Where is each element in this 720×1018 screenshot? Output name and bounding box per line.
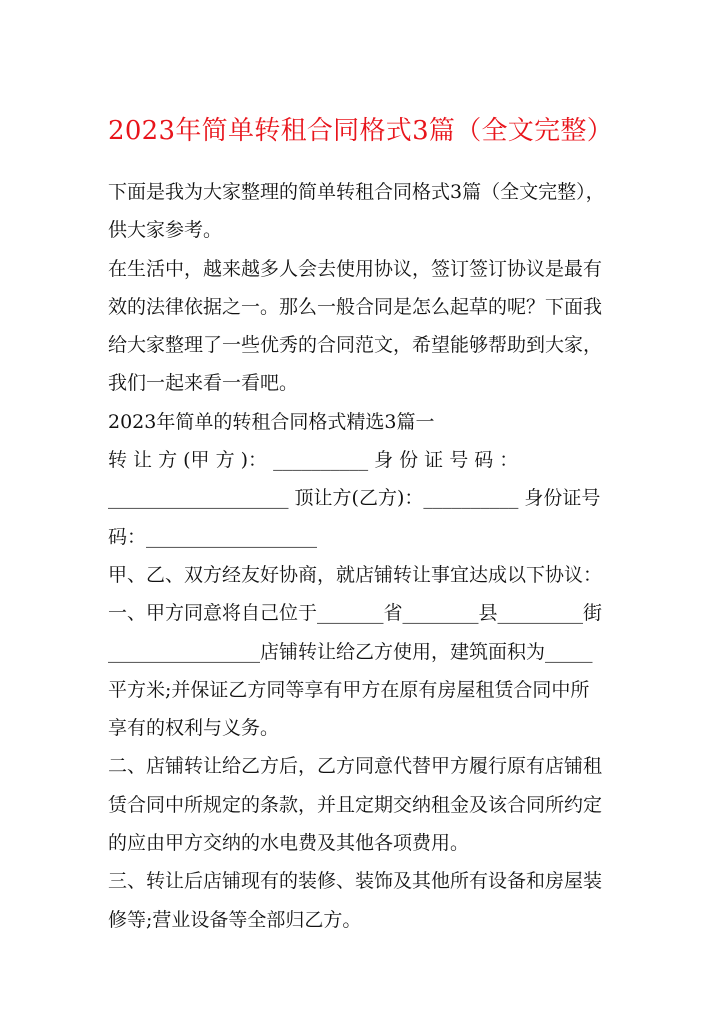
clause-line: 修等;营业设备等全部归乙方。 — [108, 908, 362, 931]
form-field-line: 转 让 方 (甲 方 )： __________ 身 份 证 号 码 ： — [108, 449, 519, 472]
paragraph-line: 效的法律依据之一。那么一般合同是怎么起草的呢？下面我 — [108, 295, 603, 318]
section-heading: 2023年简单的转租合同格式精选3篇一 — [108, 410, 435, 433]
document-body — [108, 173, 614, 939]
clause-line: ________________店铺转让给乙方使用，建筑面积为_____ — [108, 640, 593, 663]
clause-line: 赁合同中所规定的条款，并且定期交纳租金及该合同所约定 — [108, 793, 603, 816]
paragraph-line: 供大家参考。 — [108, 219, 223, 242]
clause-line: 三、转让后店铺现有的装修、装饰及其他所有设备和房屋装 — [108, 870, 603, 893]
clause-line: 享有的权利与义务。 — [108, 717, 280, 740]
paragraph-line: 给大家整理了一些优秀的合同范文，希望能够帮助到大家， — [108, 334, 603, 357]
clause-line: 一、甲方同意将自己位于_______省________县_________街 — [108, 602, 603, 625]
document-title: 2023年简单转租合同格式3篇（全文完整） — [108, 116, 614, 146]
paragraph-line: 我们一起来看一看吧。 — [108, 372, 299, 395]
paragraph-line: 甲、乙、双方经友好协商，就店铺转让事宜达成以下协议： — [108, 563, 603, 586]
paragraph-line: 在生活中，越来越多人会去使用协议，签订签订协议是最有 — [108, 257, 603, 280]
clause-line: 二、店铺转让给乙方后，乙方同意代替甲方履行原有店铺租 — [108, 755, 603, 778]
form-field-line: ___________________ 顶让方(乙方)：__________ 身份证号 — [108, 487, 601, 510]
clause-line: 平方米;并保证乙方同等享有甲方在原有房屋租赁合同中所 — [108, 678, 590, 701]
clause-line: 的应由甲方交纳的水电费及其他各项费用。 — [108, 832, 470, 855]
form-field-line: 码：__________________ — [108, 525, 318, 548]
paragraph-line: 下面是我为大家整理的简单转租合同格式3篇（全文完整）， — [108, 181, 605, 203]
